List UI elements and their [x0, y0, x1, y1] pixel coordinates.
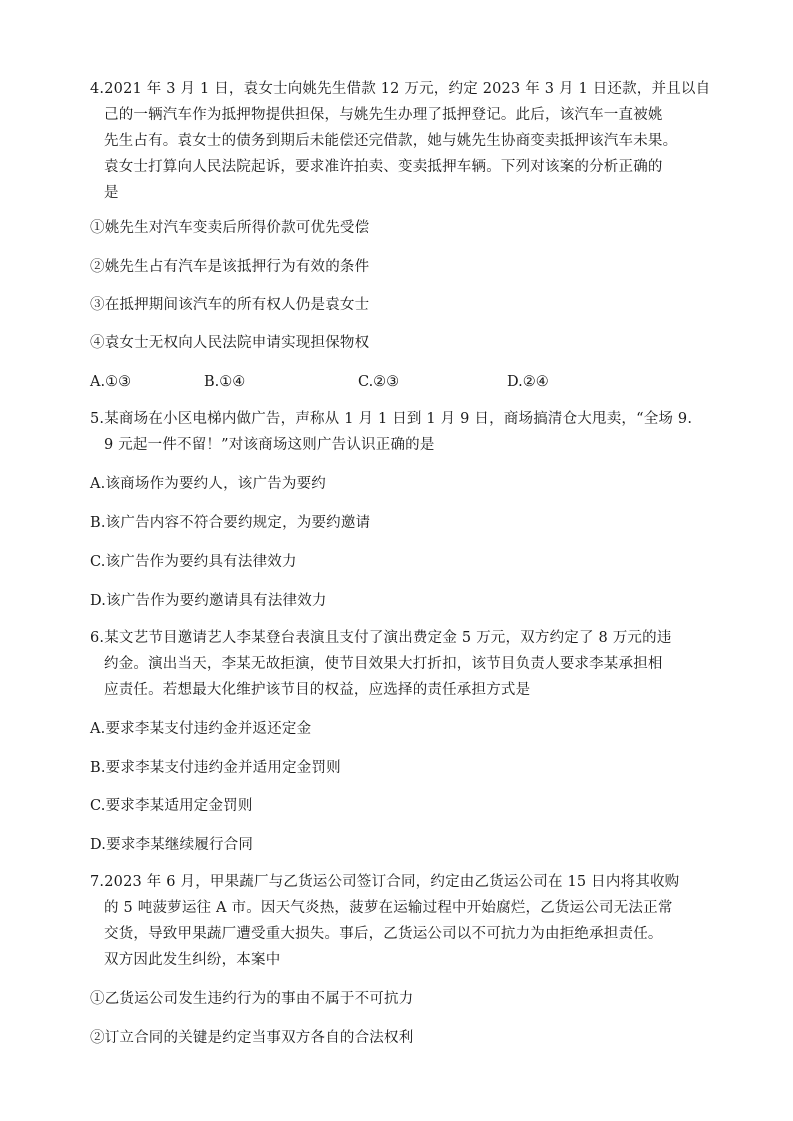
q4-statement-4: ④袁女士无权向人民法院申请实现担保物权: [90, 335, 370, 351]
q6-line-2: 约金。演出当天，李某无故拒演，使节目效果大打折扣，该节目负责人要求李某承担相: [104, 656, 663, 672]
q4-option-a: A.①③: [90, 374, 132, 390]
q4-line-5: 是: [104, 185, 119, 201]
q4-option-c: C.②③: [358, 374, 400, 390]
q6-option-a: A.要求李某支付违约金并返还定金: [90, 721, 312, 737]
q4-statement-2: ②姚先生占有汽车是该抵押行为有效的条件: [90, 259, 370, 275]
q6-option-b: B.要求李某支付违约金并适用定金罚则: [90, 760, 341, 776]
q4-line-1: 4.2021 年 3 月 1 日，袁女士向姚先生借款 12 万元，约定 2023 年 3 月 1 日还款，并且以自: [90, 81, 711, 97]
q7-line-3: 交货，导致甲果蔬厂遭受重大损失。事后，乙货运公司以不可抗力为由拒绝承担责任。: [104, 926, 663, 942]
q6-line-3: 应责任。若想最大化维护该节目的权益，应选择的责任承担方式是: [104, 682, 531, 698]
question-7-stem: [90, 869, 726, 973]
question-5-stem: [90, 406, 726, 458]
q5-line-2: 9 元起一件不留！”对该商场这则广告认识正确的是: [104, 437, 435, 453]
q5-option-b: B.该广告内容不符合要约规定，为要约邀请: [90, 515, 371, 531]
q5-line-1: 5.某商场在小区电梯内做广告，声称从 1 月 1 日到 1 月 9 日，商场搞清仓大甩卖，“全场 9.: [90, 411, 693, 427]
q4-line-2: 己的一辆汽车作为抵押物提供担保，与姚先生办理了抵押登记。此后，该汽车一直被姚: [104, 107, 663, 123]
q4-line-4: 袁女士打算向人民法院起诉，要求准许拍卖、变卖抵押车辆。下列对该案的分析正确的: [104, 159, 663, 175]
q7-statement-2: ②订立合同的关键是约定当事双方各自的合法权利: [90, 1030, 414, 1046]
q4-option-d: D.②④: [507, 374, 549, 390]
q5-option-a: A.该商场作为要约人，该广告为要约: [90, 476, 326, 492]
q6-option-d: D.要求李某继续履行合同: [90, 837, 254, 853]
q7-line-4: 双方因此发生纠纷，本案中: [104, 952, 281, 968]
q4-option-b: B.①④: [204, 374, 246, 390]
q7-statement-1: ①乙货运公司发生违约行为的事由不属于不可抗力: [90, 991, 414, 1007]
q4-statement-3: ③在抵押期间该汽车的所有权人仍是袁女士: [90, 297, 370, 313]
q4-statement-1: ①姚先生对汽车变卖后所得价款可优先受偿: [90, 220, 370, 236]
q4-options-row: [90, 372, 720, 392]
question-4-stem: [90, 76, 726, 206]
q7-line-2: 的 5 吨菠萝运往 A 市。因天气炎热，菠萝在运输过程中开始腐烂，乙货运公司无法正常: [104, 900, 673, 916]
q6-line-1: 6.某文艺节目邀请艺人李某登台表演且支付了演出费定金 5 万元，双方约定了 8 万元的违: [90, 630, 672, 646]
q6-option-c: C.要求李某适用定金罚则: [90, 798, 253, 814]
q4-line-3: 先生占有。袁女士的债务到期后未能偿还完借款，她与姚先生协商变卖抵押该汽车未果。: [104, 133, 678, 149]
q5-option-d: D.该广告作为要约邀请具有法律效力: [90, 593, 327, 609]
q5-option-c: C.该广告作为要约具有法律效力: [90, 554, 297, 570]
q7-line-1: 7.2023 年 6 月，甲果蔬厂与乙货运公司签订合同，约定由乙货运公司在 15 日内将其收购: [90, 874, 680, 890]
question-6-stem: [90, 625, 726, 703]
